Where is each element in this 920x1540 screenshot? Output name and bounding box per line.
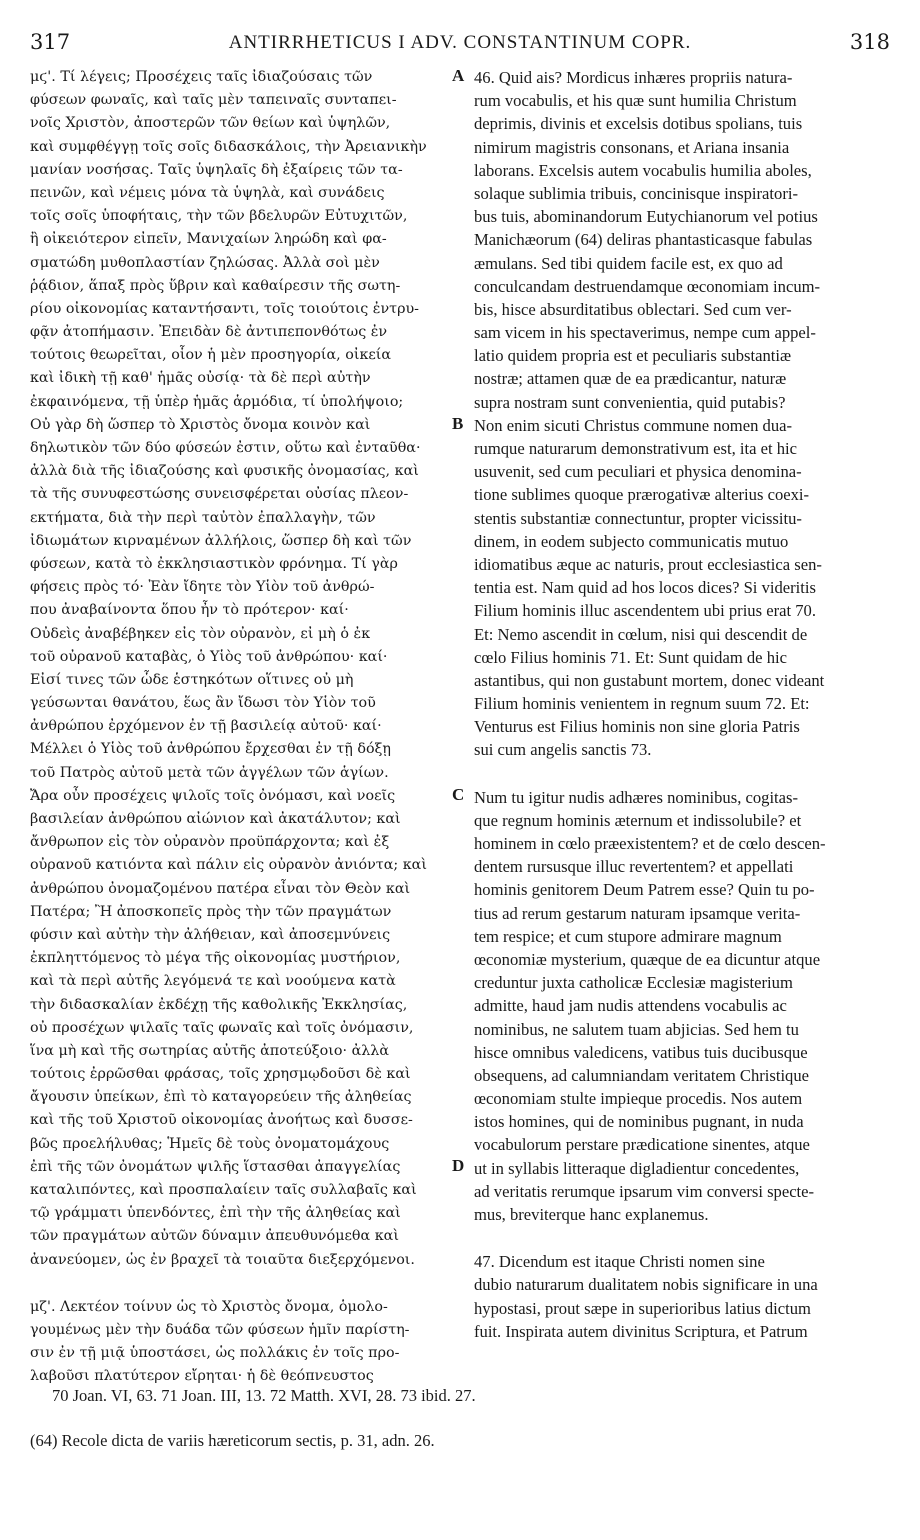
text-line: conculcandam destruendamque œconomiam incum-: [474, 276, 821, 296]
text-line: σματώδη μυθοπλαστίαν ζηλώσας. Ἀλλὰ σοὶ μὲν: [30, 254, 380, 271]
text-line: καὶ ἰδικὴ τῇ καθ' ἡμᾶς οὐσίᾳ· τὰ δὲ περὶ αὐτὴν: [30, 370, 371, 387]
text-line: Filium hominis venientem in regnum suum 72. Et:: [474, 694, 810, 714]
text-line: πεινῶν, καὶ νέμεις μόνα τὰ ὑψηλὰ, καὶ συνάδεις: [30, 184, 385, 201]
text-line: ἐπὶ τῆς τῶν ὀνομάτων ψιλῆς ἵστασθαι ἀπαγγελίας: [30, 1158, 401, 1175]
text-line: τὰ τῆς συνυφεστώσης συνεισφέρεται οὐσίας πλεον-: [30, 486, 409, 503]
text-line: Filium hominis illuc ascendentem ubi prius erat 70.: [474, 601, 816, 621]
text-line: καὶ συμφθέγγῃ τοῖς σοῖς διδασκάλοις, τὴν Ἀρειανικὴν: [30, 138, 427, 155]
paragraph-gap: [474, 1226, 886, 1250]
greek-column: [30, 66, 450, 1389]
text-line: Οὐ γὰρ δὴ ὥσπερ τὸ Χριστὸς ὄνομα κοινὸν καὶ: [30, 416, 371, 433]
text-line: bus tuis, abominandorum Eutychianorum vel potius: [474, 207, 818, 227]
text-line: φύσεων, κατὰ τὸ ἐκκλησιαστικὸν φρόνημα. Τί γὰρ: [30, 555, 398, 572]
text-line: tius ad rerum gestarum naturam ipsamque verita-: [474, 903, 801, 923]
text-line: Num tu igitur nudis adhæres nominibus, cogitas-: [474, 787, 799, 807]
text-line: vocabulorum perstare prædicatione sinentes, atque: [474, 1135, 810, 1155]
text-line: rumque naturarum demonstrativum est, ita et hic: [474, 439, 798, 458]
text-line: ad veritatis rerumque ipsarum vim conversi specte-: [474, 1181, 815, 1201]
text-line: γουμένως μὲν τὴν δυάδα τῶν φύσεων ἡμῖν παρίστη-: [30, 1321, 410, 1338]
greek-paragraph-46-cont: [30, 785, 450, 1272]
text-line: hominis genitorem Deum Patrem esse? Quin tu po-: [474, 880, 815, 900]
greek-paragraph-46: [30, 66, 450, 785]
text-line: 46. Quid ais? Mordicus inhæres propriis natura-: [474, 68, 793, 87]
latin-column: [474, 66, 886, 1343]
text-line: τῷ γράμματι ὑπενδόντες, ἐπὶ τὴν τῆς ἀληθείας καὶ: [30, 1205, 401, 1222]
text-line: sam vicem in his spectaverimus, nempe cum appel-: [474, 323, 816, 343]
text-line: tentia est. Nam quid ad hos locos dices? Si videritis: [474, 578, 816, 598]
text-line: ρίου οἰκονομίας καταντήσαντι, τοῖς τοιούτοις ἐντρυ-: [30, 300, 420, 317]
page-number-left: 317: [30, 30, 71, 54]
text-line: καὶ τῆς τοῦ Χριστοῦ οἰκονομίας ἀνοήτως καὶ δυσσε-: [30, 1112, 413, 1129]
text-line: obsequens, ad calumniandam veritatem Christique: [474, 1065, 810, 1085]
text-line: ἐκπληττόμενος τὸ μέγα τῆς οἰκονομίας μυστήριον,: [30, 950, 401, 967]
text-line: ἀνθρώπου ὀνομαζομένου πατέρα εἶναι τὸν Θεὸν καὶ: [30, 880, 411, 897]
text-line: ἢ οἰκειότερον εἰπεῖν, Μανιχαίων ληρώδη καὶ φα-: [30, 231, 387, 248]
text-line: hisce omnibus valedicens, vatibus tuis ducibusque: [474, 1042, 808, 1062]
editor-note: (64) Recole dicta de variis hæreticorum sectis, p. 31, adn. 26.: [30, 1431, 435, 1450]
text-line: nostræ; attamen quæ de ea prædicantur, naturæ: [474, 369, 787, 389]
text-line: ut in syllabis litteraque digladientur concedentes,: [474, 1158, 800, 1178]
text-line: δηλωτικὸν τῶν δύο φύσεών ἐστιν, οὕτω καὶ ἐνταῦθα·: [30, 440, 421, 456]
latin-paragraph-46: [474, 66, 886, 762]
text-line: mus, breviterque hanc explanemus.: [474, 1205, 709, 1224]
text-line: œconomiam stulte impieque procedis. Nos autem: [474, 1089, 803, 1109]
text-line: hominem in cœlo præexistentem? et de cœlo descen-: [474, 834, 826, 853]
text-line: που ἀναβαίνοντα ὅπου ἦν τὸ πρότερον· καί·: [30, 602, 349, 619]
text-line: ἀλλὰ διὰ τῆς ἰδιαζούσης καὶ φυσικῆς ὀνομασίας, καὶ: [30, 463, 419, 480]
text-line: φᾷν ἀτοπήμασιν. Ἐπειδὰν δὲ ἀντιπεπονθότως ἐν: [30, 324, 388, 341]
text-line: Manichæorum (64) deliras phantasticasque fabulas: [474, 230, 813, 250]
text-line: φύσιν καὶ αὐτὴν τὴν ἀλήθειαν, καὶ ἀποσεμνύνεις: [30, 926, 391, 943]
text-line: φήσεις πρὸς τό· Ἐὰν ἴδητε τὸν Υἱὸν τοῦ ἀνθρώ-: [30, 579, 375, 596]
text-line: οὐρανοῦ κατιόντα καὶ πάλιν εἰς οὐρανὸν ἀνιόντα; καὶ: [30, 857, 427, 874]
text-line: βῶς προελήλυθας; Ἡμεῖς δὲ τοὺς ὀνοματομάχους: [30, 1135, 390, 1152]
page-header: [30, 30, 890, 60]
page-number-right: 318: [849, 30, 890, 54]
text-line: stentis substantiæ connectuntur, propter vicissitu-: [474, 508, 802, 528]
text-line: Venturus est Filius hominis non sine gloria Patris: [474, 717, 800, 737]
text-line: admitte, haud jam nudis attendens vocabulis ac: [474, 996, 787, 1016]
latin-paragraph-46-cont: [474, 786, 886, 1227]
text-line: εκτήματα, διὰ τὴν περὶ ταὐτὸν ἐπαλλαγὴν, τῶν: [30, 509, 376, 526]
text-line: ἰδιωμάτων κιρναμένων ἀλλήλοις, ὥσπερ δὴ καὶ τῶν: [30, 532, 412, 549]
text-line: λαβοῦσι πλατύτερον εἴρηται· ἡ δὲ θεόπνευστος: [30, 1368, 374, 1385]
text-line: τοῖς σοῖς ὑποφήταις, τὴν τῶν βδελυρῶν Εὐτυχιτῶν,: [30, 208, 408, 225]
text-line: nimirum magistris consonans, et Ariana insania: [474, 137, 790, 157]
latin-paragraph-47: [474, 1250, 886, 1343]
text-line: nominibus, ne salutem tuam abjicias. Sed hem tu: [474, 1019, 799, 1039]
text-line: æmulans. Sed tibi quidem facile est, ex quo ad: [474, 253, 783, 273]
text-line: καὶ τὰ περὶ αὐτῆς λεγόμενά τε καὶ νοούμενα κατὰ: [30, 973, 396, 990]
text-line: Non enim sicuti Christus commune nomen dua-: [474, 415, 793, 435]
paragraph-gap: [30, 1272, 450, 1296]
text-line: Εἰσί τινες τῶν ὧδε ἑστηκότων οἵτινες οὐ μὴ: [30, 671, 354, 688]
text-line: dentem rursusque illuc revertentem? et appellati: [474, 857, 794, 877]
text-line: œconomiæ mysterium, quæque de ea dicuntur atque: [474, 949, 821, 969]
text-line: σιν ἐν τῇ μιᾷ ὑποστάσει, ὡς πολλάκις ἐν τοῖς προ-: [30, 1345, 400, 1362]
text-line: ἵνα μὴ καὶ τῆς σωτηρίας αὐτῆς ἀποτεύξοιο· ἀλλὰ: [30, 1042, 390, 1059]
text-line: latio quidem propria est et peculiaris substantiæ: [474, 346, 792, 366]
text-line: creduntur juxta catholicæ Ecclesiæ magisterium: [474, 973, 793, 993]
text-line: τῶν πραγμάτων αὐτῶν δύναμιν ἀπευθυνόμεθα καὶ: [30, 1228, 399, 1245]
text-line: ἄνθρωπον εἰς τὸν οὐρανὸν προϋπάρχοντα; καὶ ἐξ: [30, 834, 390, 851]
text-line: ἄγουσιν ὑπείκων, ἐπὶ τὸ καταγορεύειν τῆς ἀληθείας: [30, 1089, 412, 1106]
text-line: idiomatibus æque ac naturis, prout ecclesiastica sen-: [474, 554, 822, 574]
text-line: Et: Nemo ascendit in cœlum, nisi qui descendit de: [474, 624, 808, 644]
margin-marker-c: C: [452, 785, 465, 804]
margin-marker-b: B: [452, 414, 464, 433]
text-line: laborans. Excelsis autem vocabulis humilia aboles,: [474, 160, 812, 180]
text-line: φύσεων φωναῖς, καὶ ταῖς μὲν ταπειναῖς συνταπει-: [30, 92, 397, 109]
text-line: οὐ προσέχων ψιλαῖς ταῖς φωναῖς καὶ τοῖς ὀνόμασιν,: [30, 1019, 414, 1036]
text-line: tem respice; et cum stupore admirare magnum: [474, 926, 782, 946]
text-line: tione sublimes quoque prærogativæ alterius coexi-: [474, 485, 810, 505]
margin-marker-d: D: [452, 1156, 465, 1175]
text-line: Ἄρα οὖν προσέχεις ψιλοῖς τοῖς ὀνόμασι, καὶ νοεῖς: [30, 787, 396, 804]
footnotes: 70 Joan. VI, 63. 71 Joan. III, 13. 72 Matth. XVI, 28. 73 ibid. 27.: [52, 1386, 476, 1405]
text-line: hypostasi, prout sæpe in superioribus latius dictum: [474, 1298, 811, 1318]
text-line: cœlo Filius hominis 71. Et: Sunt quidam de hic: [474, 647, 787, 667]
text-line: dinem, in eodem subjecto communicatis mutuo: [474, 531, 789, 551]
text-line: νοῖς Χριστὸν, ἀποστερῶν τῶν θείων καὶ ὑψηλῶν,: [30, 115, 391, 132]
text-line: fuit. Inspirata autem divinitus Scriptura, et Patrum: [474, 1321, 808, 1341]
text-line: bis, hisce absurditatibus oblectari. Sed cum ver-: [474, 299, 792, 319]
text-line: ἐκφαινόμενα, τῇ ὑπὲρ ἡμᾶς ἁρμόδια, τί ὑπολήψοιο;: [30, 393, 404, 410]
text-line: 47. Dicendum est itaque Christi nomen sine: [474, 1252, 765, 1272]
text-line: sui cum angelis sanctis 73.: [474, 740, 652, 760]
text-line: Μέλλει ὁ Υἱὸς τοῦ ἀνθρώπου ἔρχεσθαι ἐν τῇ δόξῃ: [30, 741, 391, 758]
paragraph-gap: [474, 762, 886, 786]
text-line: μζ'. Λεκτέον τοίνυν ὡς τὸ Χριστὸς ὄνομα, ὁμολο-: [30, 1298, 388, 1315]
text-line: supra nostram sunt convenientia, quid putabis?: [474, 392, 786, 412]
text-line: ἀνθρώπου ἐρχόμενον ἐν τῇ βασιλείᾳ αὐτοῦ· καί·: [30, 718, 382, 735]
text-line: μανίαν νοσήσας. Ταῖς ὑψηλαῖς δὴ ἐξαίρεις τῶν τα-: [30, 161, 403, 178]
text-line: τὴν διδασκαλίαν ἐκδέχῃ τῆς καθολικῆς Ἐκκλησίας,: [30, 996, 408, 1013]
text-line: dubio naturarum dualitatem nobis significare in una: [474, 1275, 818, 1295]
text-line: astantibus, qui non gustabunt mortem, donec videant: [474, 670, 825, 690]
text-line: rum vocabulis, et his quæ sunt humilia Christum: [474, 91, 797, 111]
greek-paragraph-47: [30, 1296, 450, 1389]
text-line: τοῦ οὐρανοῦ καταβὰς, ὁ Υἱὸς τοῦ ἀνθρώπου· καί·: [30, 648, 388, 665]
text-line: Πατέρα; Ἢ ἀποσκοπεῖς πρὸς τὴν τῶν πραγμάτων: [30, 903, 392, 920]
text-line: Οὐδεὶς ἀναβέβηκεν εἰς τὸν οὐρανὸν, εἰ μὴ ὁ ἐκ: [30, 625, 371, 642]
text-line: βασιλείαν ἀνθρώπου αἰώνιον καὶ ἀκατάλυτον; καὶ: [30, 811, 401, 827]
text-line: ἀνανεύομεν, ὡς ἐν βραχεῖ τὰ τοιαῦτα διεξερχόμενοι.: [30, 1251, 415, 1268]
text-line: deprimis, divinis et excelsis dotibus spolians, tuis: [474, 114, 803, 134]
text-line: μϛ'. Τί λέγεις; Προσέχεις ταῖς ἰδιαζούσαις τῶν: [30, 69, 373, 85]
text-line: γεύσωνται θανάτου, ἕως ἂν ἴδωσι τὸν Υἱὸν τοῦ: [30, 695, 376, 712]
text-line: τούτοις ἐρρῶσθαι φράσας, τοῖς χρησμῳδοῦσι δὲ καὶ: [30, 1066, 411, 1083]
text-line: τούτοις θεωρεῖται, οἷον ἡ μὲν προσηγορία, οἰκεία: [30, 347, 392, 364]
text-line: καταλιπόντες, καὶ προσπαλαίειν ταῖς συλλαβαῖς καὶ: [30, 1182, 417, 1198]
margin-marker-a: A: [452, 66, 465, 85]
text-line: usuvenit, sed cum peculiari et physica denomina-: [474, 462, 802, 482]
running-title: ANTIRRHETICUS I ADV. CONSTANTINUM COPR.: [228, 32, 692, 53]
text-line: solaque sublimia tribuis, concinisque inspiratori-: [474, 183, 798, 203]
text-line: istos homines, qui de nominibus pugnant, in nuda: [474, 1112, 804, 1132]
text-line: que regnum hominis æternum et indissolubile? et: [474, 810, 802, 830]
text-line: τοῦ Πατρὸς αὐτοῦ μετὰ τῶν ἀγγέλων τῶν ἁγίων.: [30, 764, 389, 781]
text-line: ῥᾴδιον, ἅπαξ πρὸς ὕβριν καὶ καθαίρεσιν τῆς σωτη-: [30, 277, 401, 294]
